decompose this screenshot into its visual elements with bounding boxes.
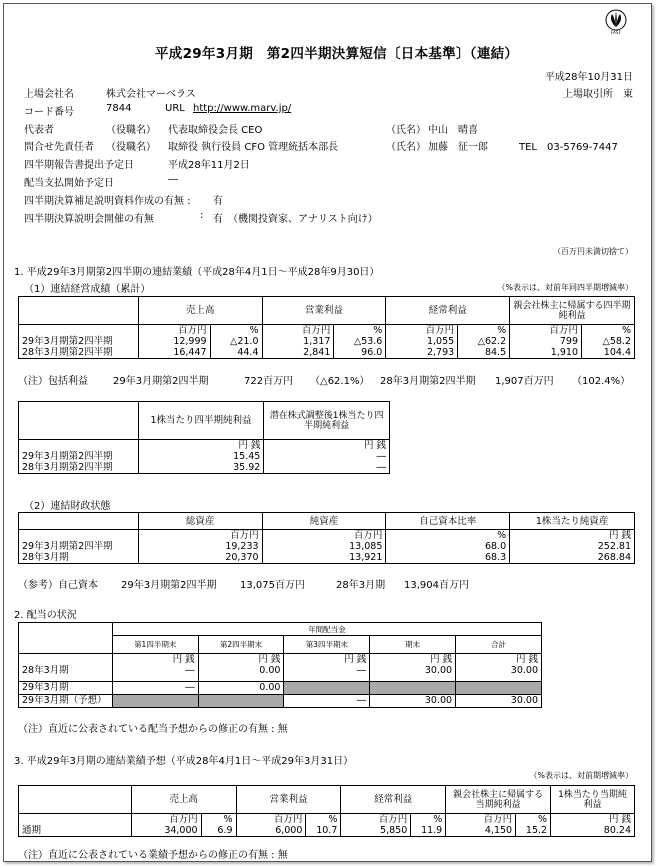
value-cell: ― bbox=[376, 462, 386, 473]
unit-label: 円 銭 bbox=[363, 440, 386, 451]
unit-label: % bbox=[249, 325, 259, 336]
value-cell: 6.9 bbox=[217, 825, 233, 836]
results-row-label: 29年3月期第2四半期 bbox=[22, 336, 113, 347]
section1-sub2: （2）連結財政状態 bbox=[24, 501, 111, 512]
unit-label: 円 銭 bbox=[370, 654, 456, 666]
header-operating-income: 営業利益 bbox=[262, 297, 386, 325]
rep-name: 中山 晴喜 bbox=[428, 125, 478, 136]
contact-title: 取締役 執行役員 CFO 管理統括本部長 bbox=[168, 142, 339, 153]
url-link[interactable]: http://www.marv.jp/ bbox=[193, 103, 292, 114]
exchange: 上場取引所 東 bbox=[563, 89, 633, 100]
value-cell: 13,085 bbox=[349, 541, 383, 552]
fin-row-labels bbox=[19, 530, 139, 564]
fin-row-label: 28年3月期 bbox=[22, 552, 69, 563]
listed-label: 上場会社名 bbox=[24, 89, 74, 100]
unit-label: % bbox=[497, 325, 507, 336]
briefing-label: 四半期決算説明会開催の有無 bbox=[24, 214, 154, 225]
code-value: 7844 bbox=[106, 103, 132, 114]
unit-label: 百万円 bbox=[353, 530, 383, 541]
unit-label: 百万円 bbox=[549, 325, 578, 336]
fc-net-pct-cell bbox=[516, 814, 551, 837]
div-row-label: 29年3月期（予想） bbox=[19, 694, 113, 707]
rep-label: 代表者 bbox=[24, 125, 54, 136]
value-cell: 6,000 bbox=[275, 825, 303, 836]
fin-net-assets-cell bbox=[262, 530, 386, 564]
unit-label: 円 銭 bbox=[608, 530, 631, 541]
value-cell: 104.4 bbox=[603, 347, 631, 358]
unit-label: 百万円 bbox=[178, 325, 207, 336]
value-cell: 16,447 bbox=[173, 347, 207, 358]
gray-cell bbox=[112, 694, 198, 707]
value-cell: ― bbox=[284, 694, 370, 707]
value-cell: 30.00 bbox=[456, 694, 542, 707]
rep-title: 代表取締役会長 CEO bbox=[168, 125, 263, 136]
value-cell: ― bbox=[284, 665, 370, 681]
section2-title: 2. 配当の状況 bbox=[14, 610, 77, 621]
listed-value: 株式会社マーベラス bbox=[106, 89, 196, 100]
value-cell: 252.81 bbox=[597, 541, 631, 552]
financial-position-table bbox=[18, 512, 635, 564]
eps-row-labels bbox=[19, 440, 139, 474]
eps-basic-cell bbox=[138, 440, 264, 474]
fin-header-bps: 1株当たり純資産 bbox=[510, 513, 635, 530]
fin-header-row bbox=[19, 513, 635, 530]
fc-ord-pct-cell bbox=[411, 814, 446, 837]
div-unit-row bbox=[19, 654, 542, 666]
forecast-header-row bbox=[19, 786, 635, 814]
unit-label: 円 銭 bbox=[456, 654, 542, 666]
value-cell: 80.24 bbox=[603, 825, 631, 836]
div-row bbox=[19, 665, 542, 681]
eps-data-block bbox=[19, 440, 390, 474]
value-cell: 2,841 bbox=[303, 347, 331, 358]
fin-total-assets-cell bbox=[138, 530, 262, 564]
results-data-block bbox=[19, 325, 635, 359]
header-net-income: 親会社株主に帰属する四半期純利益 bbox=[510, 297, 635, 325]
value-cell: 15.45 bbox=[233, 451, 261, 462]
div-row-label: 29年3月期 bbox=[19, 681, 113, 694]
comprehensive-cur-period: 29年3月期第2四半期 bbox=[113, 376, 209, 387]
fc-header-sales: 売上高 bbox=[131, 786, 236, 814]
fin-bps-cell bbox=[510, 530, 635, 564]
unit-label: % bbox=[621, 325, 631, 336]
value-cell: 268.84 bbox=[597, 552, 631, 563]
unit-label: % bbox=[538, 814, 548, 825]
div-row bbox=[19, 694, 542, 707]
url-label: URL bbox=[165, 103, 185, 114]
unit-label: 百万円 bbox=[230, 530, 259, 541]
unit-label: % bbox=[497, 530, 507, 541]
header-ordinary-income: 経常利益 bbox=[386, 297, 510, 325]
value-cell: ― bbox=[112, 681, 198, 694]
value-cell: 84.5 bbox=[484, 347, 507, 358]
op-amount-cell bbox=[262, 325, 334, 359]
rep-title-label: （役職名） bbox=[106, 125, 156, 136]
comprehensive-cur-value: 722百万円 bbox=[244, 376, 294, 387]
fc-header-operating-income: 営業利益 bbox=[236, 786, 341, 814]
div-row-label: 28年3月期 bbox=[19, 665, 113, 681]
section1-sub1: （1）連結経営成績（累計） bbox=[24, 284, 151, 295]
fc-sales-cell bbox=[131, 814, 201, 837]
value-cell: 5,850 bbox=[380, 825, 408, 836]
comprehensive-prev-period: 28年3月期第2四半期 bbox=[380, 376, 476, 387]
div-group-header: 年間配当金 bbox=[112, 623, 541, 636]
value-cell: 19,233 bbox=[225, 541, 259, 552]
value-cell: 68.0 bbox=[485, 541, 507, 552]
gray-cell bbox=[198, 694, 284, 707]
div-group-row bbox=[19, 623, 542, 636]
gray-cell bbox=[370, 681, 456, 694]
dividend-start-label: 配当支払開始予定日 bbox=[24, 178, 114, 189]
unit-label: 百万円 bbox=[301, 325, 331, 336]
section1-sub1-note: （%表示は、対前年同四半期増減率） bbox=[497, 283, 633, 292]
fc-op-cell bbox=[236, 814, 306, 837]
contact-tel: TEL 03-5769-7447 bbox=[519, 142, 618, 153]
code-label: コード番号 bbox=[24, 107, 74, 118]
fin-equity-ratio-cell bbox=[386, 530, 510, 564]
value-cell: 34,000 bbox=[164, 825, 198, 836]
value-cell: 2,793 bbox=[426, 347, 455, 358]
section1-title: 1. 平成29年3月期第2四半期の連結業績（平成28年4月1日～平成28年9月30日） bbox=[14, 267, 380, 278]
forecast-data-block bbox=[19, 814, 635, 837]
unit-label: 円 銭 bbox=[284, 654, 370, 666]
ord-amount-cell bbox=[386, 325, 458, 359]
gray-cell bbox=[284, 681, 370, 694]
value-cell: 0.00 bbox=[198, 665, 284, 681]
report-label: 四半期報告書提出予定日 bbox=[24, 160, 134, 171]
unit-label: % bbox=[223, 814, 233, 825]
fc-ord-cell bbox=[341, 814, 411, 837]
div-header-year-end: 期末 bbox=[370, 636, 456, 654]
eps-header-basic: 1株当たり四半期純利益 bbox=[138, 402, 264, 440]
eps-row-label: 29年3月期第2四半期 bbox=[22, 451, 113, 462]
value-cell: 15.2 bbox=[525, 825, 548, 836]
sales-amount-cell bbox=[138, 325, 210, 359]
value-cell: 30.00 bbox=[370, 665, 456, 681]
unit-label: % bbox=[373, 325, 383, 336]
forecast-note: （注）直近に公表されている業績予想からの修正の有無 : 無 bbox=[18, 850, 288, 861]
dividend-start-value: ― bbox=[168, 174, 178, 185]
consolidated-results-table bbox=[18, 296, 635, 359]
equity-cur-period: 29年3月期第2四半期 bbox=[121, 580, 217, 591]
fc-header-eps: 1株当たり当期純利益 bbox=[551, 786, 635, 814]
div-row bbox=[19, 681, 542, 694]
rep-name-label: （氏名） bbox=[386, 125, 426, 136]
unit-label: % bbox=[433, 814, 443, 825]
unit-label: 百万円 bbox=[378, 814, 408, 825]
div-header-q3: 第3四半期末 bbox=[284, 636, 370, 654]
contact-title-label: （役職名） bbox=[106, 142, 156, 153]
value-cell: 4,150 bbox=[484, 825, 513, 836]
value-cell: △21.0 bbox=[230, 336, 259, 347]
fin-header-net-assets: 純資産 bbox=[262, 513, 386, 530]
section3-title: 3. 平成29年3月期の連結業績予想（平成28年4月1日～平成29年3月31日） bbox=[14, 756, 354, 767]
dividend-note: （注）直近に公表されている配当予想からの修正の有無 : 無 bbox=[18, 724, 288, 735]
value-cell: 799 bbox=[559, 336, 578, 347]
page-title: 平成29年3月期 第2四半期決算短信〔日本基準〕（連結） bbox=[155, 46, 519, 62]
comprehensive-prev-pct: （102.4%） bbox=[572, 376, 631, 387]
contact-label: 問合せ先責任者 bbox=[24, 142, 94, 153]
fc-op-pct-cell bbox=[306, 814, 341, 837]
comprehensive-cur-pct: （△62.1%） bbox=[310, 376, 370, 387]
sales-pct-cell bbox=[210, 325, 262, 359]
contact-name-label: （氏名） bbox=[386, 142, 426, 153]
value-cell: 10.7 bbox=[316, 825, 338, 836]
fc-header-net-income: 親会社株主に帰属する当期純利益 bbox=[446, 786, 551, 814]
contact-name: 加藤 征一郎 bbox=[428, 142, 488, 153]
value-cell: 13,921 bbox=[349, 552, 383, 563]
report-date: 平成28年10月31日 bbox=[544, 72, 633, 83]
fin-row-label: 29年3月期第2四半期 bbox=[22, 541, 113, 552]
op-pct-cell bbox=[334, 325, 386, 359]
dividend-table bbox=[18, 622, 542, 708]
material-value: 有 bbox=[213, 196, 223, 207]
value-cell: 20,370 bbox=[225, 552, 259, 563]
value-cell: 11.9 bbox=[421, 825, 443, 836]
value-cell: 12,999 bbox=[173, 336, 207, 347]
value-cell: 44.4 bbox=[237, 347, 259, 358]
fin-header-total-assets: 総資産 bbox=[138, 513, 262, 530]
material-label: 四半期決算補足説明資料作成の有無 : bbox=[24, 196, 191, 207]
value-cell: △58.2 bbox=[602, 336, 631, 347]
value-cell: 68.3 bbox=[485, 552, 507, 563]
fasf-logo bbox=[605, 9, 627, 35]
value-cell: △53.6 bbox=[353, 336, 383, 347]
header-sales: 売上高 bbox=[138, 297, 262, 325]
fc-eps-cell bbox=[551, 814, 635, 837]
value-cell: 30.00 bbox=[456, 665, 542, 681]
results-row-label: 28年3月期第2四半期 bbox=[22, 347, 113, 358]
value-cell: ― bbox=[376, 451, 386, 462]
equity-prev-value: 13,904百万円 bbox=[404, 580, 469, 591]
briefing-value: 有 （機関投資家、アナリスト向け） bbox=[213, 214, 378, 225]
div-header-total: 合計 bbox=[456, 636, 542, 654]
eps-header-diluted: 潜在株式調整後1株当たり四半期純利益 bbox=[264, 402, 390, 440]
fasf-leaf-icon bbox=[605, 9, 627, 31]
value-cell: 1,910 bbox=[550, 347, 578, 358]
results-header-row bbox=[19, 297, 635, 325]
value-cell: 1,055 bbox=[426, 336, 455, 347]
comprehensive-label: （注）包括利益 bbox=[18, 376, 88, 387]
value-cell: 30.00 bbox=[370, 694, 456, 707]
unit-label: 円 銭 bbox=[112, 654, 198, 666]
net-amount-cell bbox=[510, 325, 582, 359]
unit-note: （百万円未満切捨て） bbox=[553, 247, 633, 256]
fin-data-block bbox=[19, 530, 635, 564]
value-cell: △62.2 bbox=[477, 336, 507, 347]
equity-label: （参考）自己資本 bbox=[18, 580, 98, 591]
unit-label: 百万円 bbox=[273, 814, 303, 825]
comprehensive-prev-value: 1,907百万円 bbox=[495, 376, 554, 387]
fc-header-ordinary-income: 経常利益 bbox=[341, 786, 446, 814]
unit-label: 円 銭 bbox=[238, 440, 261, 451]
eps-diluted-cell bbox=[264, 440, 390, 474]
unit-label: 円 銭 bbox=[608, 814, 631, 825]
section3-note-top: （%表示は、対前期増減率） bbox=[529, 771, 633, 780]
unit-label: 円 銭 bbox=[198, 654, 284, 666]
div-header-q1: 第1四半期末 bbox=[112, 636, 198, 654]
forecast-table bbox=[18, 785, 635, 837]
unit-label: 百万円 bbox=[425, 325, 455, 336]
report-value: 平成28年11月2日 bbox=[168, 160, 250, 171]
results-row-labels bbox=[19, 325, 139, 359]
div-header-row bbox=[19, 636, 542, 654]
eps-row-label: 28年3月期第2四半期 bbox=[22, 462, 113, 473]
value-cell: 0.00 bbox=[198, 681, 284, 694]
fin-header-equity-ratio: 自己資本比率 bbox=[386, 513, 510, 530]
fc-sales-pct-cell bbox=[201, 814, 236, 837]
unit-label: 百万円 bbox=[483, 814, 513, 825]
eps-table bbox=[18, 401, 390, 474]
briefing-colon: : bbox=[200, 210, 204, 221]
value-cell: ― bbox=[112, 665, 198, 681]
equity-cur-value: 13,075百万円 bbox=[240, 580, 305, 591]
equity-prev-period: 28年3月期 bbox=[336, 580, 386, 591]
fc-row-label: 通期 bbox=[19, 814, 132, 837]
gray-cell bbox=[456, 681, 542, 694]
net-pct-cell bbox=[582, 325, 635, 359]
logo-caption: FASF bbox=[610, 30, 622, 35]
div-header-q2: 第2四半期末 bbox=[198, 636, 284, 654]
unit-label: 百万円 bbox=[169, 814, 198, 825]
value-cell: 35.92 bbox=[233, 462, 261, 473]
value-cell: 96.0 bbox=[361, 347, 383, 358]
fc-net-cell bbox=[446, 814, 516, 837]
unit-label: % bbox=[328, 814, 338, 825]
value-cell: 1,317 bbox=[303, 336, 331, 347]
ord-pct-cell bbox=[458, 325, 510, 359]
eps-header-row bbox=[19, 402, 390, 440]
